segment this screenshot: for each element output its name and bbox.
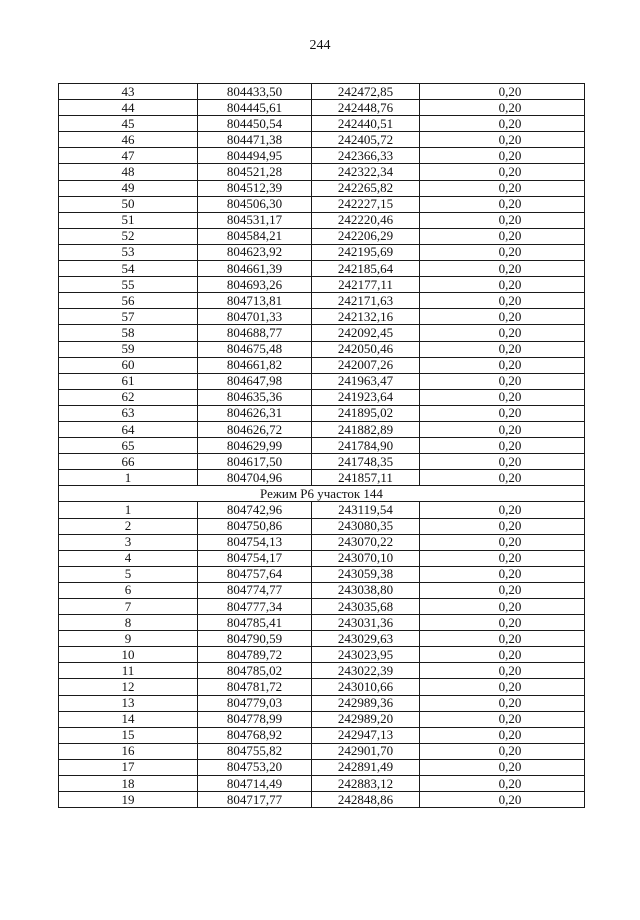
y-coordinate-cell: 242220,46 xyxy=(312,212,420,228)
accuracy-value: 0,20 xyxy=(498,357,522,373)
point-number-cell: 12 xyxy=(59,679,198,695)
x-coordinate-cell: 804512,39 xyxy=(198,180,312,196)
accuracy-value: 0,20 xyxy=(498,759,522,775)
y-coordinate-cell: 242195,69 xyxy=(312,244,420,260)
accuracy-value: 0,20 xyxy=(498,83,522,99)
x-coordinate-cell: 804750,86 xyxy=(198,518,312,534)
accuracy-value: 0,20 xyxy=(498,614,522,630)
accuracy-cell xyxy=(420,647,585,663)
accuracy-value: 0,20 xyxy=(498,469,522,485)
accuracy-value: 0,20 xyxy=(498,550,522,566)
table-row xyxy=(59,438,585,454)
y-coordinate-cell: 242171,63 xyxy=(312,293,420,309)
x-coordinate-cell: 804450,54 xyxy=(198,116,312,132)
accuracy-cell xyxy=(420,196,585,212)
table-row xyxy=(59,84,585,100)
point-number-cell: 15 xyxy=(59,727,198,743)
accuracy-value: 0,20 xyxy=(498,534,522,550)
accuracy-cell xyxy=(420,711,585,727)
point-number-cell: 10 xyxy=(59,647,198,663)
accuracy-cell xyxy=(420,389,585,405)
y-coordinate-cell: 242265,82 xyxy=(312,180,420,196)
accuracy-value: 0,20 xyxy=(498,308,522,324)
accuracy-value: 0,20 xyxy=(498,791,522,807)
y-coordinate-cell: 242848,86 xyxy=(312,792,420,808)
point-number-cell: 62 xyxy=(59,389,198,405)
x-coordinate-cell: 804789,72 xyxy=(198,647,312,663)
accuracy-cell xyxy=(420,309,585,325)
x-coordinate-cell: 804774,77 xyxy=(198,582,312,598)
point-number-cell: 56 xyxy=(59,293,198,309)
table-row xyxy=(59,212,585,228)
y-coordinate-cell: 243038,80 xyxy=(312,582,420,598)
accuracy-cell xyxy=(420,277,585,293)
point-number-cell: 14 xyxy=(59,711,198,727)
point-number-cell: 57 xyxy=(59,309,198,325)
accuracy-cell xyxy=(420,663,585,679)
point-number-cell: 8 xyxy=(59,615,198,631)
point-number-cell: 54 xyxy=(59,261,198,277)
accuracy-cell xyxy=(420,261,585,277)
y-coordinate-cell: 242448,76 xyxy=(312,100,420,116)
accuracy-cell xyxy=(420,518,585,534)
accuracy-cell xyxy=(420,759,585,775)
point-number-cell: 60 xyxy=(59,357,198,373)
table-row xyxy=(59,550,585,566)
accuracy-value: 0,20 xyxy=(498,711,522,727)
section-heading-row xyxy=(59,486,585,502)
accuracy-value: 0,20 xyxy=(498,518,522,534)
accuracy-cell xyxy=(420,550,585,566)
accuracy-cell xyxy=(420,228,585,244)
y-coordinate-cell: 242206,29 xyxy=(312,228,420,244)
point-number-cell: 1 xyxy=(59,470,198,486)
y-coordinate-cell: 243070,22 xyxy=(312,534,420,550)
y-coordinate-cell: 241748,35 xyxy=(312,454,420,470)
accuracy-value: 0,20 xyxy=(498,405,522,421)
table-row xyxy=(59,711,585,727)
accuracy-value: 0,20 xyxy=(498,453,522,469)
x-coordinate-cell: 804661,82 xyxy=(198,357,312,373)
point-number-cell: 18 xyxy=(59,776,198,792)
accuracy-value: 0,20 xyxy=(498,99,522,115)
accuracy-cell xyxy=(420,792,585,808)
x-coordinate-cell: 804661,39 xyxy=(198,261,312,277)
accuracy-cell xyxy=(420,132,585,148)
accuracy-cell xyxy=(420,293,585,309)
table-row xyxy=(59,792,585,808)
accuracy-value: 0,20 xyxy=(498,743,522,759)
point-number-cell: 9 xyxy=(59,631,198,647)
point-number-cell: 64 xyxy=(59,421,198,437)
table-row xyxy=(59,309,585,325)
accuracy-cell xyxy=(420,164,585,180)
table-row xyxy=(59,100,585,116)
table-row xyxy=(59,743,585,759)
y-coordinate-cell: 243029,63 xyxy=(312,631,420,647)
y-coordinate-cell: 242366,33 xyxy=(312,148,420,164)
accuracy-value: 0,20 xyxy=(498,276,522,292)
table-row xyxy=(59,647,585,663)
table-row xyxy=(59,421,585,437)
x-coordinate-cell: 804623,92 xyxy=(198,244,312,260)
y-coordinate-cell: 242472,85 xyxy=(312,84,420,100)
accuracy-value: 0,20 xyxy=(498,244,522,260)
y-coordinate-cell: 242227,15 xyxy=(312,196,420,212)
accuracy-value: 0,20 xyxy=(498,775,522,791)
y-coordinate-cell: 241857,11 xyxy=(312,470,420,486)
y-coordinate-cell: 243010,66 xyxy=(312,679,420,695)
x-coordinate-cell: 804785,41 xyxy=(198,615,312,631)
accuracy-value: 0,20 xyxy=(498,501,522,517)
y-coordinate-cell: 242891,49 xyxy=(312,759,420,775)
y-coordinate-cell: 241895,02 xyxy=(312,405,420,421)
x-coordinate-cell: 804521,28 xyxy=(198,164,312,180)
y-coordinate-cell: 242092,45 xyxy=(312,325,420,341)
point-number-cell: 1 xyxy=(59,502,198,518)
x-coordinate-cell: 804779,03 xyxy=(198,695,312,711)
y-coordinate-cell: 243070,10 xyxy=(312,550,420,566)
table-row xyxy=(59,180,585,196)
y-coordinate-cell: 241882,89 xyxy=(312,421,420,437)
y-coordinate-cell: 243035,68 xyxy=(312,599,420,615)
y-coordinate-cell: 242989,36 xyxy=(312,695,420,711)
point-number-cell: 66 xyxy=(59,454,198,470)
x-coordinate-cell: 804778,99 xyxy=(198,711,312,727)
accuracy-value: 0,20 xyxy=(498,115,522,131)
accuracy-value: 0,20 xyxy=(498,598,522,614)
y-coordinate-cell: 242322,34 xyxy=(312,164,420,180)
x-coordinate-cell: 804714,49 xyxy=(198,776,312,792)
y-coordinate-cell: 242405,72 xyxy=(312,132,420,148)
table-row xyxy=(59,357,585,373)
table-row xyxy=(59,389,585,405)
point-number-cell: 59 xyxy=(59,341,198,357)
x-coordinate-cell: 804757,64 xyxy=(198,566,312,582)
y-coordinate-cell: 242883,12 xyxy=(312,776,420,792)
point-number-cell: 5 xyxy=(59,566,198,582)
table-row xyxy=(59,148,585,164)
accuracy-value: 0,20 xyxy=(498,324,522,340)
x-coordinate-cell: 804701,33 xyxy=(198,309,312,325)
point-number-cell: 63 xyxy=(59,405,198,421)
point-number-cell: 53 xyxy=(59,244,198,260)
y-coordinate-cell: 241784,90 xyxy=(312,438,420,454)
accuracy-cell xyxy=(420,405,585,421)
y-coordinate-cell: 243031,36 xyxy=(312,615,420,631)
accuracy-cell xyxy=(420,421,585,437)
accuracy-value: 0,20 xyxy=(498,566,522,582)
accuracy-cell xyxy=(420,743,585,759)
point-number-cell: 58 xyxy=(59,325,198,341)
point-number-cell: 13 xyxy=(59,695,198,711)
point-number-cell: 43 xyxy=(59,84,198,100)
accuracy-cell xyxy=(420,534,585,550)
table-row xyxy=(59,196,585,212)
x-coordinate-cell: 804617,50 xyxy=(198,454,312,470)
accuracy-cell xyxy=(420,438,585,454)
point-number-cell: 3 xyxy=(59,534,198,550)
point-number-cell: 2 xyxy=(59,518,198,534)
accuracy-value: 0,20 xyxy=(498,679,522,695)
y-coordinate-cell: 243022,39 xyxy=(312,663,420,679)
y-coordinate-cell: 243023,95 xyxy=(312,647,420,663)
accuracy-value: 0,20 xyxy=(498,437,522,453)
accuracy-value: 0,20 xyxy=(498,662,522,678)
point-number-cell: 52 xyxy=(59,228,198,244)
table-row xyxy=(59,631,585,647)
table-row xyxy=(59,116,585,132)
accuracy-cell xyxy=(420,727,585,743)
table-row xyxy=(59,759,585,775)
accuracy-cell xyxy=(420,341,585,357)
x-coordinate-cell: 804584,21 xyxy=(198,228,312,244)
point-number-cell: 17 xyxy=(59,759,198,775)
x-coordinate-cell: 804675,48 xyxy=(198,341,312,357)
table-row xyxy=(59,695,585,711)
table-row xyxy=(59,776,585,792)
accuracy-cell xyxy=(420,148,585,164)
x-coordinate-cell: 804754,17 xyxy=(198,550,312,566)
accuracy-value: 0,20 xyxy=(498,292,522,308)
accuracy-cell xyxy=(420,615,585,631)
accuracy-cell xyxy=(420,244,585,260)
table-row xyxy=(59,244,585,260)
accuracy-cell xyxy=(420,776,585,792)
accuracy-value: 0,20 xyxy=(498,164,522,180)
accuracy-value: 0,20 xyxy=(498,147,522,163)
x-coordinate-cell: 804626,31 xyxy=(198,405,312,421)
accuracy-cell xyxy=(420,454,585,470)
point-number-cell: 46 xyxy=(59,132,198,148)
x-coordinate-cell: 804755,82 xyxy=(198,743,312,759)
accuracy-cell xyxy=(420,582,585,598)
accuracy-cell xyxy=(420,373,585,389)
y-coordinate-cell: 242132,16 xyxy=(312,309,420,325)
point-number-cell: 44 xyxy=(59,100,198,116)
x-coordinate-cell: 804688,77 xyxy=(198,325,312,341)
accuracy-value: 0,20 xyxy=(498,646,522,662)
x-coordinate-cell: 804704,96 xyxy=(198,470,312,486)
accuracy-value: 0,20 xyxy=(498,373,522,389)
accuracy-cell xyxy=(420,325,585,341)
point-number-cell: 50 xyxy=(59,196,198,212)
x-coordinate-cell: 804506,30 xyxy=(198,196,312,212)
table-row xyxy=(59,727,585,743)
point-number-cell: 51 xyxy=(59,212,198,228)
accuracy-value: 0,20 xyxy=(498,630,522,646)
accuracy-value: 0,20 xyxy=(498,212,522,228)
coordinates-table xyxy=(58,83,585,808)
accuracy-cell xyxy=(420,566,585,582)
page-number: 244 xyxy=(309,38,331,53)
table-row xyxy=(59,341,585,357)
y-coordinate-cell: 243119,54 xyxy=(312,502,420,518)
point-number-cell: 19 xyxy=(59,792,198,808)
x-coordinate-cell: 804494,95 xyxy=(198,148,312,164)
y-coordinate-cell: 243059,38 xyxy=(312,566,420,582)
table-row xyxy=(59,373,585,389)
y-coordinate-cell: 243080,35 xyxy=(312,518,420,534)
point-number-cell: 47 xyxy=(59,148,198,164)
x-coordinate-cell: 804647,98 xyxy=(198,373,312,389)
table-row xyxy=(59,325,585,341)
x-coordinate-cell: 804754,13 xyxy=(198,534,312,550)
coordinates-table-body xyxy=(59,84,585,808)
table-row xyxy=(59,566,585,582)
accuracy-value: 0,20 xyxy=(498,341,522,357)
x-coordinate-cell: 804713,81 xyxy=(198,293,312,309)
point-number-cell: 49 xyxy=(59,180,198,196)
accuracy-value: 0,20 xyxy=(498,582,522,598)
x-coordinate-cell: 804626,72 xyxy=(198,421,312,437)
y-coordinate-cell: 241963,47 xyxy=(312,373,420,389)
y-coordinate-cell: 242901,70 xyxy=(312,743,420,759)
table-row xyxy=(59,615,585,631)
x-coordinate-cell: 804781,72 xyxy=(198,679,312,695)
x-coordinate-cell: 804790,59 xyxy=(198,631,312,647)
y-coordinate-cell: 242185,64 xyxy=(312,261,420,277)
x-coordinate-cell: 804742,96 xyxy=(198,502,312,518)
accuracy-value: 0,20 xyxy=(498,421,522,437)
point-number-cell: 48 xyxy=(59,164,198,180)
accuracy-cell xyxy=(420,502,585,518)
x-coordinate-cell: 804471,38 xyxy=(198,132,312,148)
table-row xyxy=(59,534,585,550)
x-coordinate-cell: 804629,99 xyxy=(198,438,312,454)
point-number-cell: 16 xyxy=(59,743,198,759)
accuracy-cell xyxy=(420,631,585,647)
accuracy-cell xyxy=(420,84,585,100)
y-coordinate-cell: 242007,26 xyxy=(312,357,420,373)
accuracy-value: 0,20 xyxy=(498,131,522,147)
accuracy-value: 0,20 xyxy=(498,695,522,711)
table-row xyxy=(59,132,585,148)
table-row xyxy=(59,405,585,421)
accuracy-cell xyxy=(420,100,585,116)
table-row xyxy=(59,261,585,277)
y-coordinate-cell: 242947,13 xyxy=(312,727,420,743)
table-row xyxy=(59,502,585,518)
point-number-cell: 45 xyxy=(59,116,198,132)
point-number-cell: 55 xyxy=(59,277,198,293)
point-number-cell: 6 xyxy=(59,582,198,598)
x-coordinate-cell: 804717,77 xyxy=(198,792,312,808)
y-coordinate-cell: 242050,46 xyxy=(312,341,420,357)
x-coordinate-cell: 804635,36 xyxy=(198,389,312,405)
x-coordinate-cell: 804785,02 xyxy=(198,663,312,679)
accuracy-cell xyxy=(420,357,585,373)
accuracy-cell xyxy=(420,695,585,711)
table-row xyxy=(59,470,585,486)
x-coordinate-cell: 804693,26 xyxy=(198,277,312,293)
accuracy-cell xyxy=(420,470,585,486)
table-row xyxy=(59,277,585,293)
y-coordinate-cell: 242440,51 xyxy=(312,116,420,132)
table-row xyxy=(59,228,585,244)
table-row xyxy=(59,164,585,180)
accuracy-cell xyxy=(420,180,585,196)
table-row xyxy=(59,518,585,534)
x-coordinate-cell: 804433,50 xyxy=(198,84,312,100)
accuracy-cell xyxy=(420,679,585,695)
accuracy-cell xyxy=(420,599,585,615)
point-number-cell: 61 xyxy=(59,373,198,389)
point-number-cell: 4 xyxy=(59,550,198,566)
point-number-cell: 65 xyxy=(59,438,198,454)
accuracy-value: 0,20 xyxy=(498,228,522,244)
accuracy-value: 0,20 xyxy=(498,196,522,212)
x-coordinate-cell: 804445,61 xyxy=(198,100,312,116)
table-row xyxy=(59,454,585,470)
table-row xyxy=(59,599,585,615)
accuracy-value: 0,20 xyxy=(498,180,522,196)
point-number-cell: 11 xyxy=(59,663,198,679)
y-coordinate-cell: 242989,20 xyxy=(312,711,420,727)
x-coordinate-cell: 804753,20 xyxy=(198,759,312,775)
point-number-cell: 7 xyxy=(59,599,198,615)
x-coordinate-cell: 804768,92 xyxy=(198,727,312,743)
section-heading: Режим Р6 участок 144 xyxy=(59,486,585,502)
y-coordinate-cell: 241923,64 xyxy=(312,389,420,405)
table-row xyxy=(59,582,585,598)
table-row xyxy=(59,679,585,695)
table-row xyxy=(59,663,585,679)
y-coordinate-cell: 242177,11 xyxy=(312,277,420,293)
table-row xyxy=(59,293,585,309)
accuracy-cell xyxy=(420,116,585,132)
accuracy-value: 0,20 xyxy=(498,727,522,743)
accuracy-value: 0,20 xyxy=(498,260,522,276)
x-coordinate-cell: 804777,34 xyxy=(198,599,312,615)
accuracy-cell xyxy=(420,212,585,228)
accuracy-value: 0,20 xyxy=(498,389,522,405)
x-coordinate-cell: 804531,17 xyxy=(198,212,312,228)
